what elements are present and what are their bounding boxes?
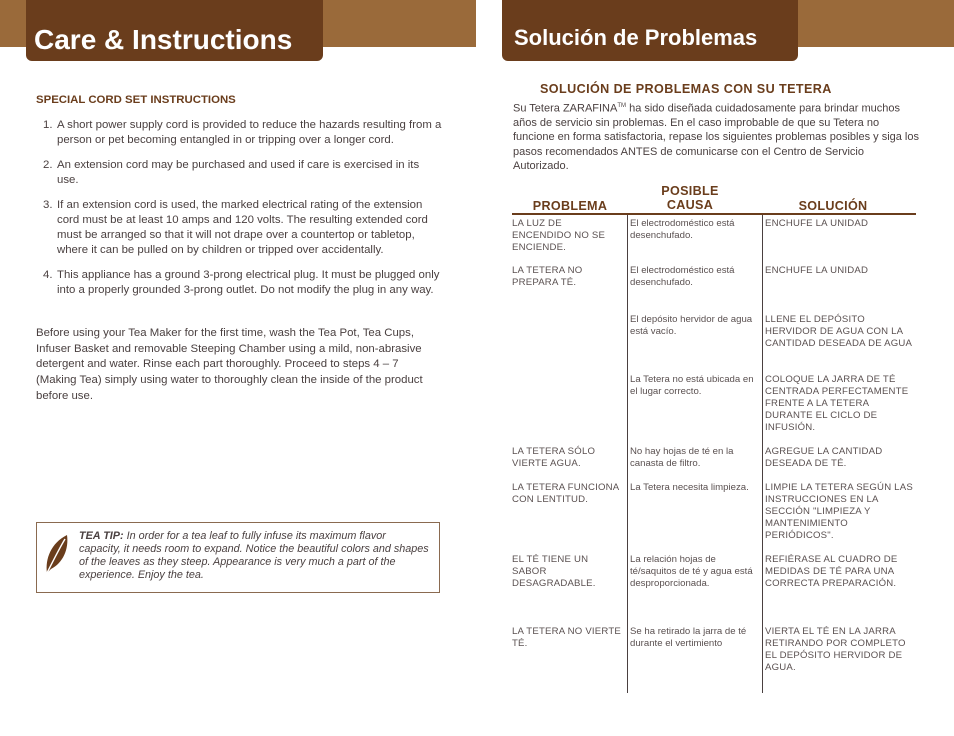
table-cell-causa: La Tetera necesita limpieza.	[630, 482, 749, 493]
tea-tip-box	[36, 522, 440, 593]
page-title-care: Care & Instructions	[26, 0, 323, 61]
table-cell-causa: El depósito hervidor de agua está vacío.	[630, 314, 753, 337]
table-cell-causa: El electrodoméstico está desenchufado.	[630, 265, 735, 288]
list-item: 1. A short power supply cord is provided to reduce the hazards resulting from a person or pet becoming entangled in or tripping over a longer cord.	[43, 119, 442, 146]
table-cell-problema: EL TÉ TIENE UN SABOR DESAGRADABLE.	[512, 554, 596, 589]
table-cell-causa: No hay hojas de té en la canasta de filtro.	[630, 446, 734, 469]
troubleshooting-heading: SOLUCIÓN DE PROBLEMAS CON SU TETERA	[540, 82, 832, 96]
first-use-paragraph: Before using your Tea Maker for the first time, wash the Tea Pot, Tea Cups, Infuser Basket and removable Steeping Chamber using a mild, non-abrasive detergent and water. Rinse each part thoroughly. Proceed to steps 4 – 7 (Making Tea) simply using water to thoroughly clean the inside of the product before use.	[36, 327, 423, 402]
col-header-solucion: SOLUCIÓN	[798, 199, 868, 213]
list-item: 2. An extension cord may be purchased and used if care is exercised in its use.	[43, 159, 420, 186]
table-cell-solucion: LLENE EL DEPÓSITO HERVIDOR DE AGUA CON LA CANTIDAD DESEADA DE AGUA	[765, 314, 913, 349]
column-divider	[627, 215, 628, 693]
table-cell-solucion: COLOQUE LA JARRA DE TÉ CENTRADA PERFECTAMENTE FRENTE A LA TETERA DURANTE EL CICLO DE INFUSIÓN.	[765, 374, 909, 433]
table-cell-causa: La Tetera no está ubicada en el lugar correcto.	[630, 374, 754, 397]
col-header-problema: PROBLEMA	[532, 199, 608, 213]
page-title-solucion: Solución de Problemas	[502, 0, 798, 61]
list-item: 3. If an extension cord is used, the marked electrical rating of the extension cord must be at least 10 amps and 120 volts. The resulting extended cord must be arranged so that it will not drape over a countertop or tabletop, where it can be pulled on by children or tripped over accidentally.	[43, 199, 428, 256]
col-header-causa: POSIBLE CAUSA	[661, 184, 719, 212]
table-cell-causa: El electrodoméstico está desenchufado.	[630, 218, 735, 241]
table-cell-solucion: AGREGUE LA CANTIDAD DESEADA DE TÉ.	[765, 446, 883, 469]
table-cell-problema: LA TETERA FUNCIONA CON LENTITUD.	[512, 482, 619, 505]
tea-tip-label: TEA TIP:	[79, 530, 124, 542]
list-item: 4. This appliance has a ground 3-prong electrical plug. It must be plugged only into a properly grounded 3-prong outlet. Do not modify the plug in any way.	[43, 269, 440, 296]
special-cord-heading: SPECIAL CORD SET INSTRUCTIONS	[36, 94, 236, 106]
table-cell-solucion: LIMPIE LA TETERA SEGÚN LAS INSTRUCCIONES EN LA SECCIÓN "LIMPIEZA Y MANTENIMIENTO PERIÓDICOS".	[765, 482, 913, 541]
troubleshooting-intro: Su Tetera ZARAFINA™ ha sido diseñada cuidadosamente para brindar muchos años de servicio sin problemas. En el caso improbable de que su Tetera no funcione en forma satisfactoria, repase los siguientes problemas posibles y siga los pasos recomendados ANTES de comunicarse con el Centro de Servicio Autorizado.	[513, 102, 919, 172]
cord-instructions-list	[43, 118, 442, 298]
column-divider	[762, 215, 763, 693]
table-cell-causa: La relación hojas de té/saquitos de té y agua está desproporcionada.	[630, 554, 753, 589]
care-instructions-content	[36, 93, 442, 405]
tea-tip-text: In order for a tea leaf to fully infuse its maximum flavor capacity, it needs room to expand. Notice the beautiful colors and shapes of the leaves as they steep. Appearance is very much a part of the experience. Enjoy the tea.	[79, 530, 429, 581]
leaf-icon	[43, 533, 71, 575]
table-cell-solucion: ENCHUFE LA UNIDAD	[765, 265, 869, 276]
trademark-mark: TM	[617, 103, 627, 109]
table-cell-solucion: ENCHUFE LA UNIDAD	[765, 218, 869, 229]
table-cell-solucion: VIERTA EL TÉ EN LA JARRA RETIRANDO POR COMPLETO EL DEPÓSITO HERVIDOR DE AGUA.	[765, 626, 906, 673]
table-cell-solucion: REFIÉRASE AL CUADRO DE MEDIDAS DE TÉ PARA UNA CORRECTA PREPARACIÓN.	[765, 554, 898, 589]
table-cell-problema: LA TETERA SÓLO VIERTE AGUA.	[512, 446, 596, 469]
table-cell-problema: LA TETERA NO PREPARA TÉ.	[512, 265, 583, 288]
table-cell-problema: LA LUZ DE ENCENDIDO NO SE ENCIENDE.	[512, 218, 606, 253]
table-cell-problema: LA TETERA NO VIERTE TÉ.	[512, 626, 622, 649]
table-header-rule	[512, 213, 916, 215]
table-cell-causa: Se ha retirado la jarra de té durante el vertimiento	[630, 626, 747, 649]
